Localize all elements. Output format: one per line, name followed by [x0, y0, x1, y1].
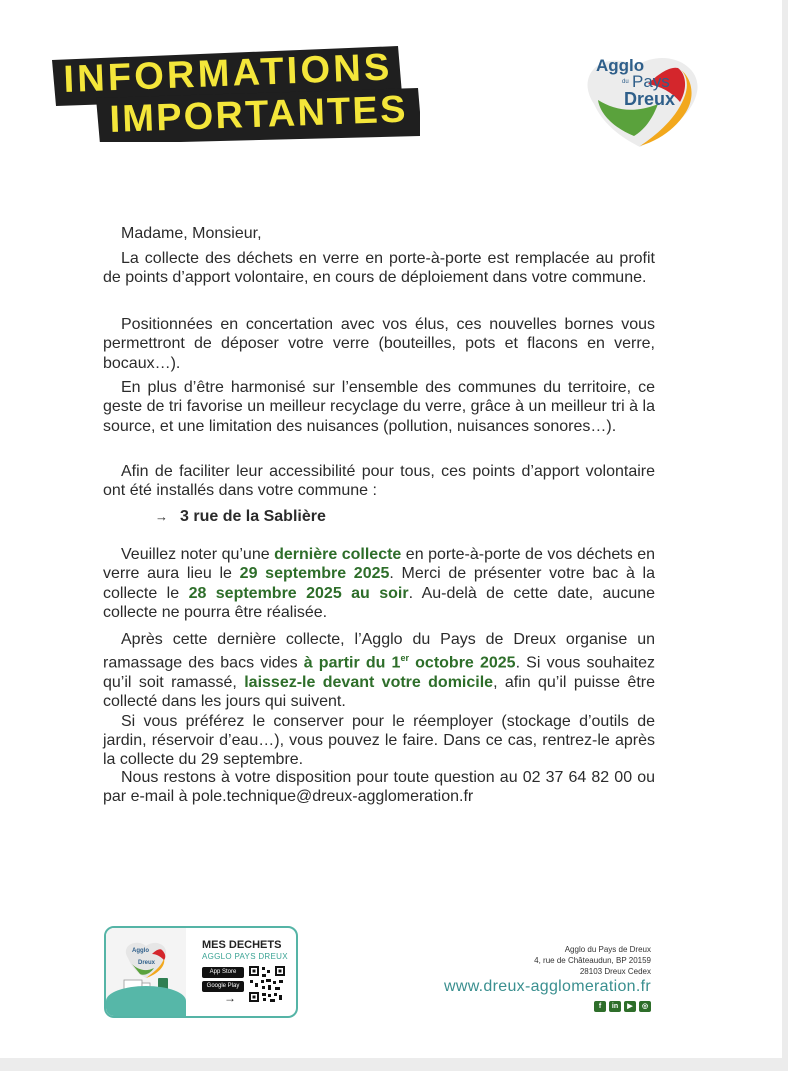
- p6-text-2: . Si vous souhaitez qu’il soit ramassé,: [103, 654, 656, 691]
- facebook-icon[interactable]: f: [594, 1001, 606, 1012]
- paragraph-4: [103, 462, 655, 501]
- title-badge: [50, 42, 420, 142]
- address-line-1: Agglo du Pays de Dreux: [564, 945, 651, 954]
- paragraph-1-text: La collecte des déchets en verre en porte-à-porte est remplacée au profit de points d’apport volontaire, en cours de déploiement dans votre commune.: [103, 250, 655, 287]
- bullet-address-text: 3 rue de la Sablière: [180, 508, 326, 525]
- paragraph-5: [103, 545, 655, 622]
- app-illustration: [106, 928, 186, 1016]
- p5-highlight-1: dernière collecte: [274, 546, 402, 563]
- greeting-text: Madame, Monsieur,: [121, 225, 262, 242]
- agglo-logo: [574, 44, 704, 149]
- arrow-right-icon: →: [224, 991, 236, 1005]
- app-title: MES DECHETS: [202, 939, 282, 951]
- app-subtitle: AGGLO PAYS DREUX: [202, 952, 288, 961]
- paragraph-1: [103, 249, 655, 288]
- p6-highlight-3: laissez-le devant votre domicile: [244, 673, 494, 691]
- paragraph-6: [103, 630, 655, 769]
- svg-text:Dreux: Dreux: [138, 960, 156, 966]
- contact-text: Nous restons à votre disposition pour toute question au 02 37 64 82 00 ou par e-mail à pole.technique@dreux-agglomeration.fr: [103, 769, 655, 806]
- p5-text-4: . Au-delà de cette date, aucune collecte ne pourra être réalisée.: [103, 584, 656, 621]
- paragraph-2-text: Positionnées en concertation avec vos élus, ces nouvelles bornes vous permettront de déposer votre verre (bouteilles, pots et flacons en verre, bocaux…).: [103, 316, 655, 372]
- title-line-1: INFORMATIONS: [62, 46, 391, 101]
- arrow-right-icon: →: [155, 509, 168, 524]
- app-store-badge[interactable]: App Store: [202, 967, 244, 978]
- address-line-3: 28103 Dreux Cedex: [579, 967, 651, 976]
- p6-highlight-1: à partir du 1: [303, 654, 401, 672]
- p6-highlight-2: octobre 2025: [408, 654, 516, 672]
- address-bullet: [155, 508, 326, 526]
- p6-text-3: , afin qu’il puisse être collecté dans les jours qui suivent.: [103, 673, 656, 711]
- paragraph-3-text: En plus d’être harmonisé sur l’ensemble des communes du territoire, ce geste de tri favorise un meilleur recyclage du verre, grâce à un meilleur tri à la source, et une limitation des nuisances (pollution, nuisances sonores…).: [103, 379, 655, 435]
- paragraph-7: [103, 768, 655, 807]
- greeting: [103, 224, 655, 243]
- footer-address: [534, 944, 651, 977]
- qr-code-icon[interactable]: [248, 965, 286, 1003]
- logo-word-pays: Pays: [632, 72, 670, 91]
- app-wave-decoration: [106, 986, 186, 1016]
- p5-highlight-2: 29 septembre 2025: [239, 565, 390, 583]
- p5-highlight-3: 28 septembre 2025 au soir: [188, 584, 409, 602]
- logo-word-du: du: [622, 79, 629, 85]
- instagram-icon[interactable]: ◎: [639, 1001, 651, 1012]
- p5-text-3: . Merci de présenter votre bac à la collecte le: [103, 565, 656, 602]
- logo-word-dreux: Dreux: [624, 89, 676, 109]
- youtube-icon[interactable]: ▶: [624, 1001, 636, 1012]
- google-play-badge[interactable]: Google Play: [202, 981, 244, 992]
- mes-dechets-app-box[interactable]: [104, 926, 298, 1018]
- p5-text-1: Veuillez noter qu’une: [121, 546, 275, 563]
- logo-word-agglo: Agglo: [596, 56, 645, 75]
- website-link[interactable]: www.dreux-agglomeration.fr: [444, 978, 651, 995]
- p5-text-2: en porte-à-porte de vos déchets en verre aura lieu le: [103, 546, 656, 583]
- p6-superscript: er: [400, 653, 409, 664]
- title-line-2: IMPORTANTES: [108, 88, 407, 141]
- address-line-2: 4, rue de Châteaudun, BP 20159: [534, 956, 651, 965]
- svg-text:Agglo: Agglo: [132, 948, 149, 954]
- social-icons: [594, 1001, 651, 1012]
- paragraph-2: [103, 315, 655, 373]
- paragraph-4-text: Afin de faciliter leur accessibilité pour tous, ces points d’apport volontaire ont été installés dans votre commune :: [103, 463, 655, 500]
- p6-text-1: Après cette dernière collecte, l’Agglo du Pays de Dreux organise un ramassage des bacs vides: [103, 631, 655, 672]
- paragraph-3: [103, 378, 655, 436]
- linkedin-icon[interactable]: in: [609, 1001, 621, 1012]
- p6-text-4: Si vous préférez le conserver pour le réemployer (stockage d’outils de jardin, réservoir d’eau…), vous pouvez le faire. Dans ce cas, rentrez-le après la collecte du 29 septembre.: [103, 712, 655, 769]
